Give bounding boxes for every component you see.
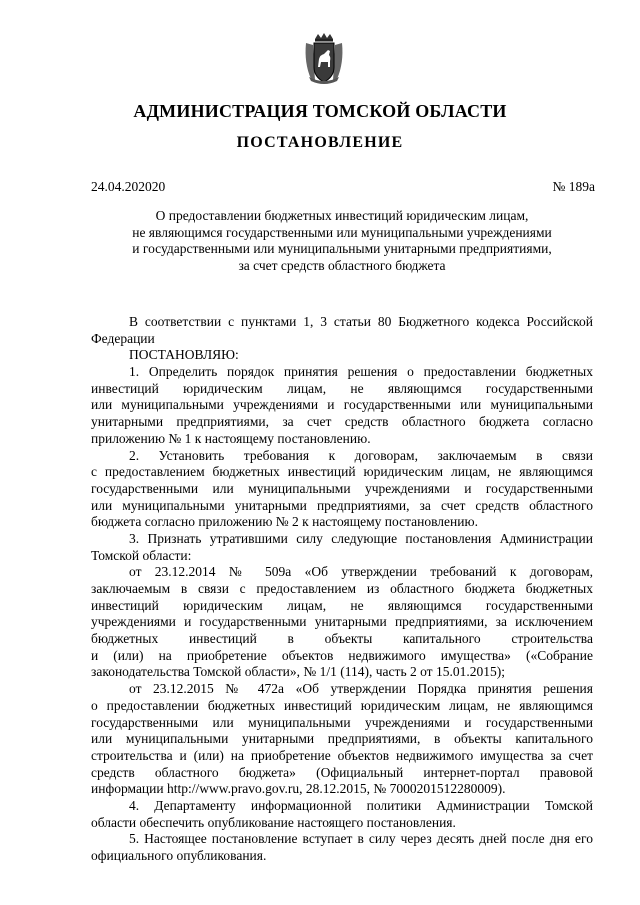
body-line: 2. Установить требования к договорам, заключаемым в связи	[129, 447, 593, 463]
subject-line: О предоставлении бюджетных инвестиций юридическим лицам,	[155, 208, 529, 223]
subject-line: за счет средств областного бюджета	[238, 257, 446, 273]
body-line: бюджетных инвестиций в объекты капитального строительства	[91, 631, 593, 647]
body-line: области обеспечить опубликование настоящего постановления.	[91, 814, 456, 830]
body-line: 1. Определить порядок принятия решения о предоставлении бюджетных	[129, 364, 593, 380]
document-date: 24.04.202020	[91, 179, 166, 194]
body-line: и (или) на приобретение объектов недвижимого имущества» («Собрание	[91, 647, 593, 663]
subject-line: и государственными или муниципальными унитарными предприятиями,	[132, 241, 552, 257]
body-line: ПОСТАНОВЛЯЮ:	[129, 347, 239, 363]
coat-of-arms-icon	[303, 33, 345, 85]
body-line: или муниципальными учреждениями и государственными или муниципальными	[91, 397, 593, 413]
body-line: официального опубликования.	[91, 848, 267, 863]
body-line: инвестиций юридическим лицам, не являющимся государственными	[91, 597, 593, 613]
body-line: строительства и (или) на приобретение объектов недвижимого имущества за счет	[91, 747, 593, 763]
body-line: от 23.12.2014 № 509а «Об утверждении требований к договорам,	[129, 564, 593, 580]
body-line: с предоставлением бюджетных инвестиций юридическим лицам, не являющимся	[91, 464, 593, 480]
body-line: или муниципальными унитарными предприятиями, в объекты капитального	[91, 731, 593, 747]
body-line: В соответствии с пунктами 1, 3 статьи 80 Бюджетного кодекса Российской	[129, 314, 593, 329]
issuing-authority: АДМИНИСТРАЦИЯ ТОМСКОЙ ОБЛАСТИ	[133, 101, 507, 121]
body-line: 3. Признать утратившими силу следующие постановления Администрации	[129, 530, 593, 546]
body-line: Федерации	[91, 330, 155, 346]
document-type: ПОСТАНОВЛЕНИЕ	[236, 134, 404, 151]
coat-of-arms-emblem	[303, 33, 345, 85]
subject-line: не являющимся государственными или муниципальными учреждениями	[132, 224, 552, 240]
document-number: № 189а	[552, 179, 595, 194]
body-line: государственными или муниципальными учреждениями и государственными	[91, 480, 593, 496]
body-line: заключаемым в связи с предоставлением из областного бюджета бюджетных	[91, 581, 593, 596]
body-line: инвестиций юридическим лицам, не являющимся государственными	[91, 380, 593, 396]
body-line: Томской области:	[91, 547, 192, 563]
body-line: приложению № 1 к настоящему постановлению.	[91, 430, 371, 446]
body-line: или муниципальными унитарными предприятиями, за счет средств областного	[91, 497, 593, 513]
body-line: средств областного бюджета» (Официальный интернет-портал правовой	[91, 764, 593, 780]
body-line: о предоставлении бюджетных инвестиций юридическим лицам, не являющимся	[91, 697, 593, 713]
body-line: унитарными предприятиями, за счет средств областного бюджета согласно	[91, 414, 593, 430]
body-line: бюджета согласно приложению № 2 к настоящему постановлению.	[91, 514, 478, 530]
body-line: 5. Настоящее постановление вступает в силу через десять дней после дня его	[129, 831, 593, 847]
document-subject	[91, 208, 593, 274]
body-line: 4. Департаменту информационной политики Администрации Томской	[129, 797, 593, 813]
body-line: законодательства Томской области», № 1/1 (114), часть 2 от 15.01.2015);	[91, 664, 505, 680]
body-line: от 23.12.2015 № 472а «Об утверждении Порядка принятия решения	[129, 681, 593, 697]
body-line: государственными или муниципальными учреждениями и государственными	[91, 714, 593, 730]
body-line: учреждениями и государственными унитарными предприятиями, за исключением	[91, 614, 593, 630]
body-line: информации http://www.pravo.gov.ru, 28.12.2015, № 7000201512280009).	[91, 781, 506, 797]
document-body	[91, 314, 593, 865]
